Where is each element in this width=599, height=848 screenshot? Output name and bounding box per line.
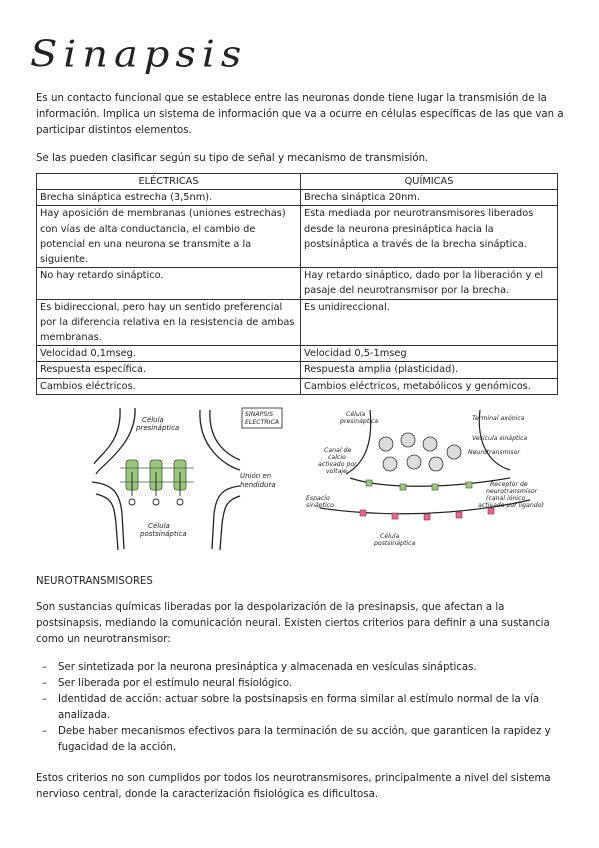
table-cell: Cambios eléctricos, metabólicos y genómicos. bbox=[301, 378, 558, 394]
header-chemical: QUÍMICAS bbox=[301, 174, 558, 190]
list-item: – Ser liberada por el estímulo neural fisiológico. bbox=[36, 676, 556, 692]
chemical-synapse-diagram bbox=[300, 404, 550, 554]
table-header-row bbox=[37, 174, 558, 190]
presynaptic-label: presináptica bbox=[340, 418, 379, 425]
table-cell: Cambios eléctricos. bbox=[37, 378, 301, 394]
table-row bbox=[37, 268, 558, 299]
classification-sentence: Se las pueden clasificar según su tipo de señal y mecanismo de transmisión. bbox=[36, 153, 429, 164]
table-cell: Esta mediada por neurotransmisores liberados desde la neurona presináptica hacia la postsináptica a través de la brecha sináptica. bbox=[301, 206, 558, 268]
table-row bbox=[37, 362, 558, 378]
postsynaptic-label: postsináptica bbox=[374, 540, 416, 547]
gap-junction-label: hendidura bbox=[240, 481, 276, 489]
table-cell: Es unidireccional. bbox=[301, 299, 558, 346]
presynaptic-label: presináptica bbox=[136, 424, 180, 432]
list-item: – Identidad de acción: actuar sobre la postsinapsis en forma similar al estímulo normal de la vía analizada. bbox=[36, 692, 556, 724]
cleft-label: Espacio bbox=[306, 495, 330, 502]
neurotransmitter-label: Neurotransmisor bbox=[468, 449, 520, 456]
presynaptic-label: Célula bbox=[142, 416, 164, 424]
table-row bbox=[37, 190, 558, 206]
section-heading: NEUROTRANSMISORES bbox=[36, 576, 153, 587]
table-cell: Es bidireccional, pero hay un sentido preferencial por la diferencia relativa en la resistencia de ambas membranas. bbox=[37, 299, 301, 346]
table-cell: Respuesta específica. bbox=[37, 362, 301, 378]
receptor-label: activado por ligando) bbox=[478, 502, 544, 509]
intro-paragraph: Es un contacto funcional que se establece entre las neuronas donde tiene lugar la transmisión de la información. Implica un sistema de información que va a ocurre en células específicas de las que van a participar distintos elementos. bbox=[36, 93, 564, 136]
table-cell: Brecha sináptica estrecha (3,5nm). bbox=[37, 190, 301, 206]
box-label: SINAPSIS bbox=[245, 411, 274, 418]
table-row bbox=[37, 378, 558, 394]
electrical-synapse-diagram bbox=[90, 404, 290, 554]
postsynaptic-label: Célula bbox=[380, 533, 400, 540]
closing-paragraph: Estos criterios no son cumplidos por todos los neurotransmisores, principalmente a nivel del sistema nervioso central, donde la caracterización fisiológica es dificultosa. bbox=[36, 773, 551, 800]
receptor-label: (canal iónico bbox=[486, 495, 526, 502]
receptor-label: Receptor de bbox=[490, 481, 528, 488]
synaptic-vesicles bbox=[379, 433, 461, 471]
cleft-label: sináptico bbox=[306, 502, 334, 509]
vesicle-label: Vesícula sináptica bbox=[472, 435, 528, 442]
presynaptic-label: Célula bbox=[346, 411, 366, 418]
table-cell: Hay aposición de membranas (uniones estrechas) con vías de alta conductancia, el cambio de potencial en una neurona se transmite a la siguiente. bbox=[37, 206, 301, 268]
table-cell: Respuesta amplia (plasticidad). bbox=[301, 362, 558, 378]
criteria-list bbox=[36, 660, 556, 756]
channel-label: voltaje bbox=[326, 468, 347, 475]
axon-terminal-label: Terminal axónica bbox=[472, 415, 525, 422]
table-row bbox=[37, 346, 558, 362]
postsynaptic-label: Célula bbox=[148, 522, 170, 530]
gap-junction-channels bbox=[120, 460, 194, 490]
synapse-comparison-table bbox=[36, 173, 558, 395]
table-cell: Velocidad 0,1mseg. bbox=[37, 346, 301, 362]
table-cell: Hay retardo sináptico, dado por la liberación y el pasaje del neurotransmisor por la brecha. bbox=[301, 268, 558, 299]
gap-junction-label: Unión en bbox=[240, 472, 272, 480]
list-item: – Debe haber mecanismos efectivos para la terminación de su acción, que garanticen la rapidez y fugacidad de la acción. bbox=[36, 724, 556, 756]
table-cell: No hay retardo sináptico. bbox=[37, 268, 301, 299]
postsynaptic-label: postsináptica bbox=[140, 530, 187, 538]
header-electrical: ELÉCTRICAS bbox=[37, 174, 301, 190]
neurotransmitter-description: Son sustancias químicas liberadas por la despolarización de la presinapsis, que afectan a la postsinapsis, mediando la comunicación neural. Existen ciertos criterios para definir a una sustancia como un neurotransmisor: bbox=[36, 602, 550, 645]
table-row bbox=[37, 206, 558, 268]
receptor-label: neurotransmisor bbox=[486, 488, 538, 495]
table-cell: Velocidad 0,5-1mseg bbox=[301, 346, 558, 362]
table-cell: Brecha sináptica 20nm. bbox=[301, 190, 558, 206]
table-row bbox=[37, 299, 558, 346]
channel-label: Canal de bbox=[324, 447, 352, 454]
channel-label: activado por bbox=[318, 461, 357, 468]
page-title: Sinapsis bbox=[30, 34, 248, 76]
box-label: ELECTRICA bbox=[245, 419, 280, 426]
list-item: – Ser sintetizada por la neurona presináptica y almacenada en vesículas sinápticas. bbox=[36, 660, 556, 676]
channel-label: calcio bbox=[328, 454, 346, 461]
